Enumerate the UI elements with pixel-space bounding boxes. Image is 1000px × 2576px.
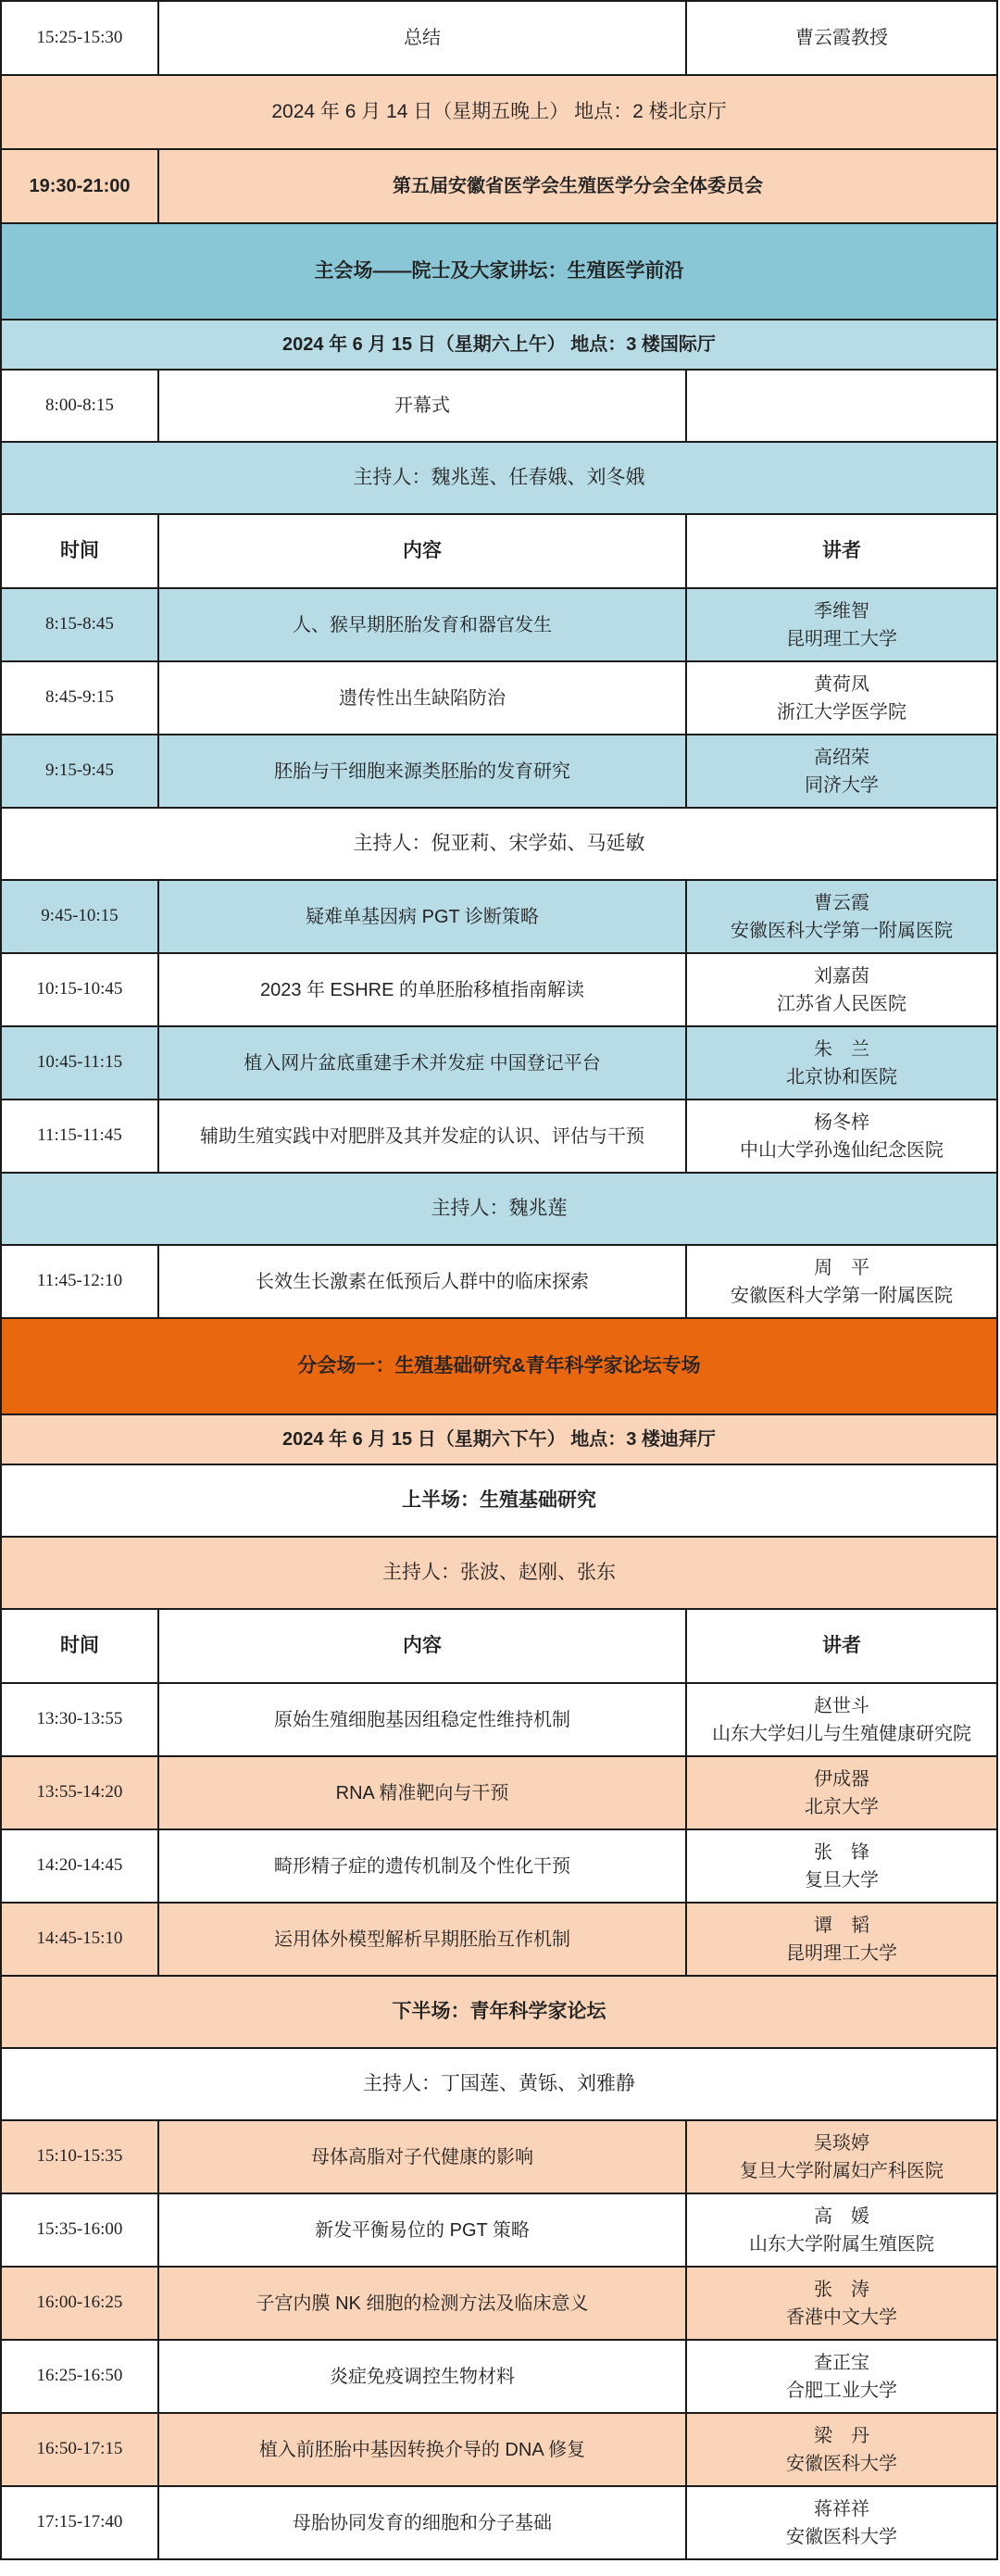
content-cell: 遗传性出生缺陷防治 xyxy=(159,662,687,734)
time-cell: 16:50-17:15 xyxy=(2,2414,159,2485)
content-cell: 畸形精子症的遗传机制及个性化干预 xyxy=(159,1830,687,1902)
speaker-name: 黄荷凤 xyxy=(814,673,869,695)
speaker-name: 梁 丹 xyxy=(814,2425,869,2446)
host-row xyxy=(2,1174,996,1246)
content-cell: 母胎协同发育的细胞和分子基础 xyxy=(159,2487,687,2558)
date-banner-jun15-am xyxy=(2,320,996,371)
speaker-cell xyxy=(687,2268,996,2339)
content-cell: 开幕式 xyxy=(159,371,687,441)
speaker-cell xyxy=(687,1684,996,1755)
content-cell: 2023 年 ESHRE 的单胚胎移植指南解读 xyxy=(159,954,687,1025)
table-row xyxy=(2,1100,996,1174)
table-row xyxy=(2,954,996,1027)
speaker-cell xyxy=(687,735,996,807)
speaker-cell xyxy=(687,662,996,734)
table-row xyxy=(2,881,996,954)
speaker-cell xyxy=(687,881,996,952)
speaker-org: 合肥工业大学 xyxy=(786,2380,897,2401)
speaker-name: 曹云霞 xyxy=(814,892,869,913)
speaker-cell xyxy=(687,2121,996,2193)
content-cell: 炎症免疫调控生物材料 xyxy=(159,2341,687,2412)
table-row xyxy=(2,2414,996,2487)
table-row xyxy=(2,1904,996,1977)
header-speaker: 讲者 xyxy=(822,540,861,562)
speaker-cell xyxy=(687,2414,996,2485)
table-row xyxy=(2,1684,996,1757)
header-time: 时间 xyxy=(2,515,159,587)
table-row xyxy=(2,0,996,76)
content-cell: 新发平衡易位的 PGT 策略 xyxy=(159,2194,687,2266)
speaker-cell xyxy=(687,1100,996,1172)
content-cell: 原始生殖细胞基因组稳定性维持机制 xyxy=(159,1684,687,1755)
table-row xyxy=(2,1027,996,1100)
speaker-name: 刘嘉茵 xyxy=(814,965,869,986)
table-row xyxy=(2,1830,996,1904)
time-cell: 17:15-17:40 xyxy=(2,2487,159,2558)
meeting-title: 第五届安徽省医学会生殖医学分会全体委员会 xyxy=(393,176,763,196)
date-banner-text: 2024 年 6 月 14 日（星期五晚上） 地点：2 楼北京厅 xyxy=(271,101,727,123)
table-row xyxy=(2,1757,996,1830)
speaker-org: 香港中文大学 xyxy=(786,2306,897,2328)
speaker-name: 赵世斗 xyxy=(814,1695,869,1716)
content-cell: 植入前胚胎中基因转换介导的 DNA 修复 xyxy=(159,2414,687,2485)
host-row xyxy=(2,1538,996,1610)
time-cell: 13:55-14:20 xyxy=(2,1757,159,1828)
time-cell: 8:15-8:45 xyxy=(2,589,159,660)
main-venue-title-row xyxy=(2,224,996,320)
date-banner-text: 2024 年 6 月 15 日（星期六上午） 地点：3 楼国际厅 xyxy=(282,334,716,355)
speaker-cell xyxy=(687,2194,996,2266)
time-cell: 11:15-11:45 xyxy=(2,1100,159,1172)
table-row xyxy=(2,735,996,809)
speaker-cell: 曹云霞教授 xyxy=(795,28,888,48)
time-cell: 8:00-8:15 xyxy=(2,371,159,441)
time-cell: 9:15-9:45 xyxy=(2,735,159,807)
table-row xyxy=(2,2487,996,2560)
table-row xyxy=(2,2121,996,2194)
header-speaker: 讲者 xyxy=(822,1635,861,1657)
speaker-org: 江苏省人民医院 xyxy=(777,993,906,1014)
speaker-org: 北京协和医院 xyxy=(786,1066,897,1087)
host-text: 主持人：张波、赵刚、张东 xyxy=(382,1562,616,1584)
content-cell: 子宫内膜 NK 细胞的检测方法及临床意义 xyxy=(159,2268,687,2339)
speaker-name: 张 涛 xyxy=(814,2279,869,2300)
table-row xyxy=(2,2268,996,2341)
time-cell: 19:30-21:00 xyxy=(2,150,159,222)
time-cell: 13:30-13:55 xyxy=(2,1684,159,1755)
session-row xyxy=(2,1465,996,1538)
speaker-name: 谭 韬 xyxy=(814,1915,869,1936)
speaker-cell xyxy=(687,1904,996,1975)
time-cell: 14:45-15:10 xyxy=(2,1904,159,1975)
date-banner-jun14 xyxy=(2,76,996,150)
time-cell: 8:45-9:15 xyxy=(2,662,159,734)
time-cell: 15:25-15:30 xyxy=(2,2,159,74)
content-cell: 胚胎与干细胞来源类胚胎的发育研究 xyxy=(159,735,687,807)
host-text: 主持人：魏兆莲 xyxy=(431,1198,568,1220)
speaker-cell xyxy=(687,2341,996,2412)
host-text: 主持人：倪亚莉、宋学茹、马延敏 xyxy=(353,833,645,855)
content-cell: 疑难单基因病 PGT 诊断策略 xyxy=(159,881,687,952)
host-row xyxy=(2,443,996,515)
speaker-name: 高绍荣 xyxy=(814,747,869,768)
speaker-cell xyxy=(687,1246,996,1317)
speaker-org: 安徽医科大学 xyxy=(786,2453,897,2474)
time-cell: 15:35-16:00 xyxy=(2,2194,159,2266)
speaker-cell xyxy=(687,954,996,1025)
date-banner-text: 2024 年 6 月 15 日（星期六下午） 地点：3 楼迪拜厅 xyxy=(282,1429,716,1450)
table-header-row xyxy=(2,1610,996,1684)
time-cell: 11:45-12:10 xyxy=(2,1246,159,1317)
speaker-name: 张 锋 xyxy=(814,1841,869,1863)
table-row xyxy=(2,2341,996,2414)
speaker-org: 山东大学附属生殖医院 xyxy=(749,2233,934,2255)
content-cell: 植入网片盆底重建手术并发症 中国登记平台 xyxy=(159,1027,687,1099)
time-cell: 15:10-15:35 xyxy=(2,2121,159,2193)
time-cell: 14:20-14:45 xyxy=(2,1830,159,1902)
host-text: 主持人：丁国莲、黄铄、刘雅静 xyxy=(363,2073,635,2095)
sub-venue-title-row xyxy=(2,1319,996,1415)
committee-meeting-row xyxy=(2,150,996,224)
time-cell: 16:25-16:50 xyxy=(2,2341,159,2412)
sub-venue-title: 分会场一：生殖基础研究&青年科学家论坛专场 xyxy=(297,1355,701,1377)
content-cell: 总结 xyxy=(159,2,687,74)
speaker-cell xyxy=(687,1757,996,1828)
speaker-name: 吴琰婷 xyxy=(814,2132,869,2154)
table-row xyxy=(2,371,996,443)
host-row xyxy=(2,2049,996,2121)
speaker-name: 杨冬梓 xyxy=(814,1112,869,1133)
content-cell: 辅助生殖实践中对肥胖及其并发症的认识、评估与干预 xyxy=(159,1100,687,1172)
header-content: 内容 xyxy=(159,1610,687,1682)
date-banner-jun15-pm xyxy=(2,1415,996,1465)
time-cell: 9:45-10:15 xyxy=(2,881,159,952)
speaker-cell xyxy=(687,1830,996,1902)
content-cell: 母体高脂对子代健康的影响 xyxy=(159,2121,687,2193)
header-time: 时间 xyxy=(2,1610,159,1682)
speaker-cell xyxy=(687,589,996,660)
speaker-name: 伊成器 xyxy=(814,1768,869,1790)
session-title: 上半场：生殖基础研究 xyxy=(402,1489,596,1512)
content-cell: 运用体外模型解析早期胚胎互作机制 xyxy=(159,1904,687,1975)
speaker-name: 蒋祥祥 xyxy=(814,2498,869,2519)
speaker-org: 复旦大学附属妇产科医院 xyxy=(740,2160,944,2181)
time-cell: 16:00-16:25 xyxy=(2,2268,159,2339)
speaker-org: 安徽医科大学第一附属医院 xyxy=(731,920,953,941)
speaker-name: 查正宝 xyxy=(814,2352,869,2373)
speaker-org: 昆明理工大学 xyxy=(786,628,897,649)
speaker-org: 浙江大学医学院 xyxy=(777,701,906,723)
header-content: 内容 xyxy=(159,515,687,587)
speaker-org: 北京大学 xyxy=(805,1796,879,1817)
speaker-name: 季维智 xyxy=(814,600,869,622)
host-text: 主持人：魏兆莲、任春娥、刘冬娥 xyxy=(353,467,645,489)
content-cell: 人、猴早期胚胎发育和器官发生 xyxy=(159,589,687,660)
content-cell: 长效生长激素在低预后人群中的临床探索 xyxy=(159,1246,687,1317)
main-venue-title: 主会场——院士及大家讲坛：生殖医学前沿 xyxy=(314,260,684,283)
time-cell: 10:45-11:15 xyxy=(2,1027,159,1099)
table-row xyxy=(2,1246,996,1319)
session-row xyxy=(2,1977,996,2049)
table-header-row xyxy=(2,515,996,589)
table-row xyxy=(2,662,996,735)
speaker-name: 朱 兰 xyxy=(814,1038,869,1060)
speaker-org: 安徽医科大学 xyxy=(786,2526,897,2547)
host-row xyxy=(2,809,996,881)
content-cell: RNA 精准靶向与干预 xyxy=(159,1757,687,1828)
speaker-org: 同济大学 xyxy=(805,774,879,796)
speaker-cell xyxy=(687,1027,996,1099)
speaker-org: 安徽医科大学第一附属医院 xyxy=(731,1285,953,1306)
speaker-name: 高 媛 xyxy=(814,2205,869,2227)
table-row xyxy=(2,2194,996,2268)
speaker-org: 昆明理工大学 xyxy=(786,1942,897,1964)
speaker-name: 周 平 xyxy=(814,1257,869,1278)
speaker-org: 中山大学孙逸仙纪念医院 xyxy=(740,1139,944,1161)
table-row xyxy=(2,589,996,662)
speaker-cell xyxy=(687,2487,996,2558)
speaker-cell xyxy=(687,371,996,441)
time-cell: 10:15-10:45 xyxy=(2,954,159,1025)
speaker-org: 山东大学妇儿与生殖健康研究院 xyxy=(712,1723,971,1744)
speaker-org: 复旦大学 xyxy=(805,1869,879,1891)
session-title: 下半场：青年科学家论坛 xyxy=(392,2001,606,2023)
